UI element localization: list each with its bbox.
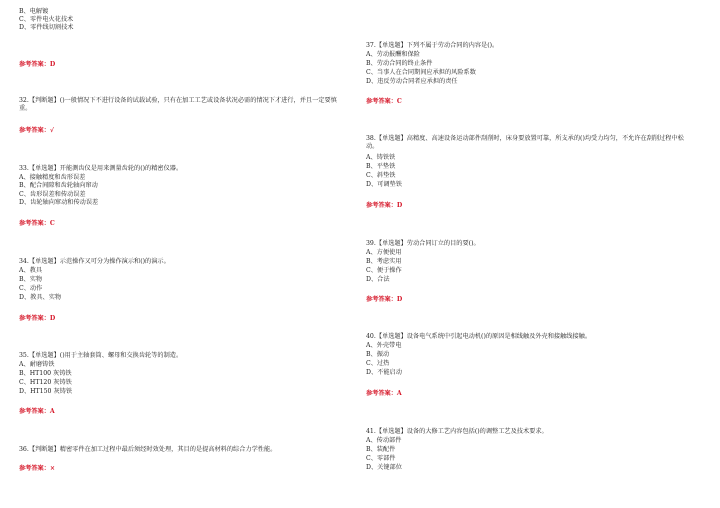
option-b: B、HT100 灰铸铁 bbox=[19, 370, 72, 377]
option-d: D、齿轮轴向窜动和传动误差 bbox=[19, 199, 99, 206]
question-37: 37.【单选题】下列不属于劳动合同的内容是()。 bbox=[366, 42, 499, 49]
option-b: B、考虑实用 bbox=[366, 258, 402, 265]
answer-label: 参考答案：C bbox=[19, 220, 55, 227]
option-c: C、动作 bbox=[19, 285, 43, 292]
option-b: B、电解镀 bbox=[19, 8, 49, 15]
option-c: C、齿形误差和传动误差 bbox=[19, 191, 86, 198]
option-b: B、振动 bbox=[366, 351, 390, 358]
option-b: B、实物 bbox=[19, 276, 43, 283]
question-35: 35.【单选题】()用于主轴套筒、螺母和交换齿轮等的制造。 bbox=[19, 352, 183, 359]
option-b: B、配合间隙和齿轮轴向窜动 bbox=[19, 182, 98, 189]
question-34: 34.【单选题】示范操作又可分为操作演示和()的演示。 bbox=[19, 258, 170, 265]
option-d: D、教具、实物 bbox=[19, 294, 62, 301]
option-c: C、零部件 bbox=[366, 455, 396, 462]
option-c: C、便于操作 bbox=[366, 267, 402, 274]
option-a: A、方便使用 bbox=[366, 249, 402, 256]
option-a: A、传动部件 bbox=[366, 437, 402, 444]
option-b: B、平垫铁 bbox=[366, 163, 396, 170]
answer-label: 参考答案：A bbox=[366, 390, 402, 397]
question-36: 36.【判断题】精密零件在加工过程中最后须经时效处理，其目的是提高材料的综合力学性能。 bbox=[19, 446, 277, 453]
question-39: 39.【单选题】劳动合同订立的目的要()。 bbox=[366, 240, 480, 247]
option-c: C、当事人在合同期间应承担的风险系数 bbox=[366, 69, 476, 76]
option-d: D、零件线切割技术 bbox=[19, 24, 74, 31]
option-d: D、HT150 灰铸铁 bbox=[19, 388, 73, 395]
option-b: B、装配件 bbox=[366, 446, 396, 453]
option-a: A、教具 bbox=[19, 267, 43, 274]
option-d: D、不能启动 bbox=[366, 369, 402, 376]
option-c: C、过热 bbox=[366, 360, 390, 367]
answer-label: 参考答案：× bbox=[19, 465, 56, 472]
option-d: D、可调垫铁 bbox=[366, 181, 402, 188]
answer-label: 参考答案：D bbox=[19, 61, 56, 68]
option-c: C、HT120 灰铸铁 bbox=[19, 379, 72, 386]
option-d: D、合法 bbox=[366, 276, 390, 283]
option-a: A、外壳带电 bbox=[366, 342, 402, 349]
answer-label: 参考答案：A bbox=[19, 408, 55, 415]
question-41: 41.【单选题】设备的大修工艺内容包括()的调整工艺及技术要求。 bbox=[366, 428, 548, 435]
answer-label: 参考答案：D bbox=[366, 202, 403, 209]
option-a: A、铸铁铁 bbox=[366, 154, 396, 161]
question-40: 40.【单选题】设备电气系统中引起电动机()的原因是相线触及外壳和接触线接触。 bbox=[366, 333, 592, 340]
option-a: A、劳动报酬和保险 bbox=[366, 51, 420, 58]
answer-label: 参考答案：C bbox=[366, 98, 402, 105]
option-b: B、劳动合同的终止条件 bbox=[366, 60, 433, 67]
answer-label: 参考答案：D bbox=[366, 296, 403, 303]
option-a: A、耐磨铸铁 bbox=[19, 361, 55, 368]
option-d: D、违反劳动合同者应承担的责任 bbox=[366, 78, 458, 85]
answer-label: 参考答案：D bbox=[19, 315, 56, 322]
option-a: A、接触精度和齿形误差 bbox=[19, 174, 86, 181]
question-33: 33.【单选题】开能测齿仪是用来测量齿轮的()的精密仪器。 bbox=[19, 165, 183, 172]
option-c: C、斜垫铁 bbox=[366, 172, 396, 179]
option-d: D、关键部位 bbox=[366, 464, 402, 471]
option-c: C、零件电火花技术 bbox=[19, 16, 74, 23]
question-32: 32.【判断题】()一般情况下不进行设备的试载试验，只有在加工工艺或设备状况必需的情况下才进行，并且一定要慎重。 bbox=[19, 97, 337, 112]
answer-label: 参考答案：√ bbox=[19, 127, 55, 134]
question-38: 38.【单选题】高精度、高速设备运动部件刮削时，床身要放置可靠，所支承的()均受力均匀，不允许在刮削过程中松动。 bbox=[366, 135, 684, 150]
